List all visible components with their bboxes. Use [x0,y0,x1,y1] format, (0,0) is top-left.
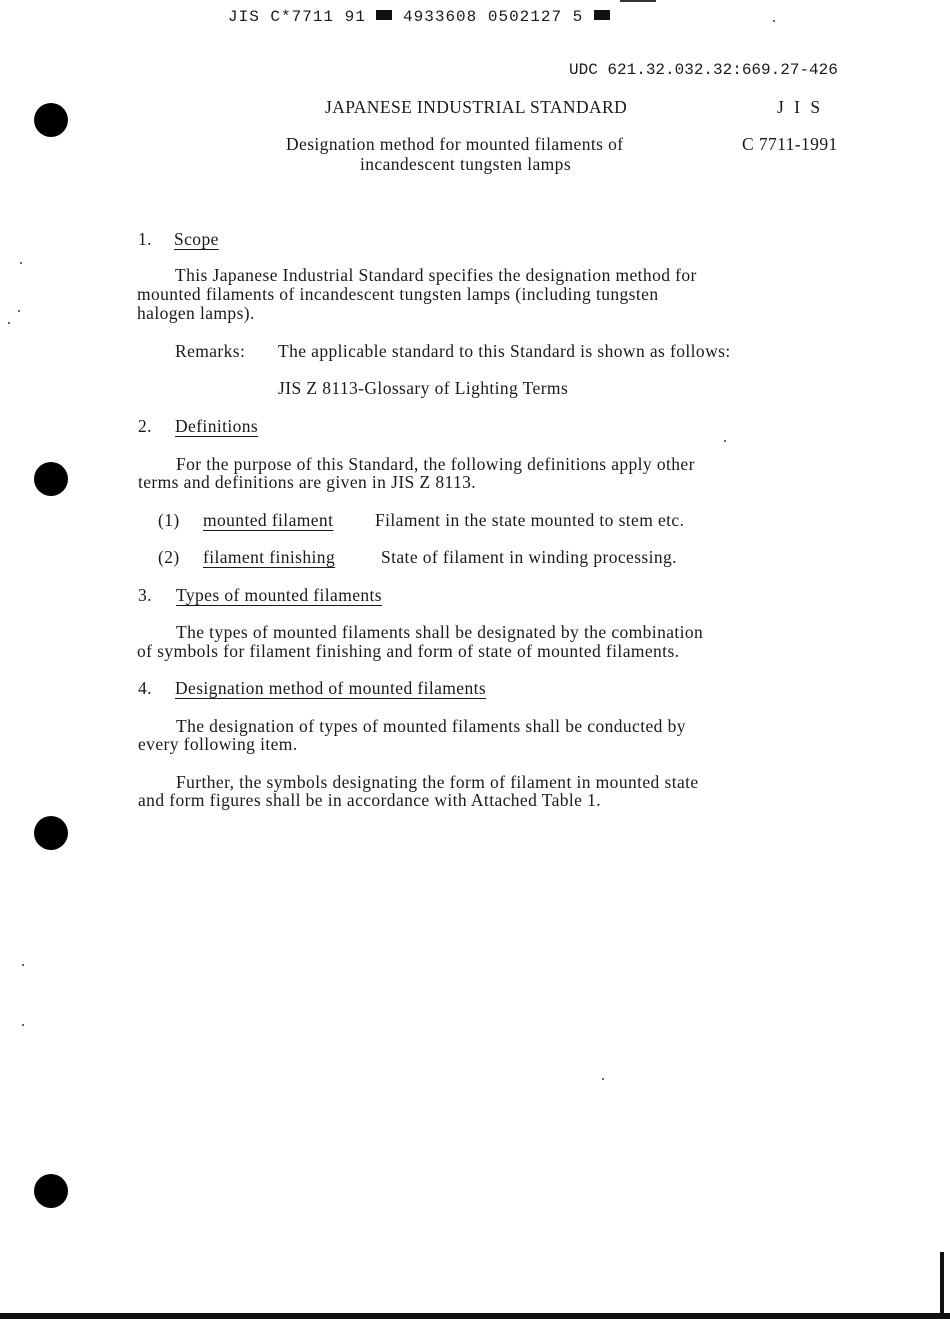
document-title-line1: Designation method for mounted filaments of [286,134,624,154]
section-heading-definitions: Definitions [175,416,259,436]
designation-paragraph-line: The designation of types of mounted filaments shall be conducted by [176,716,686,736]
reference-standard: JIS Z 8113-Glossary of Lighting Terms [278,378,569,398]
designation-paragraph-line: and form figures shall be in accordance with Attached Table 1. [138,790,602,810]
scan-speck [8,322,10,324]
scope-paragraph-line: mounted filaments of incandescent tungsten lamps (including tungsten [137,284,659,304]
scope-paragraph-line: This Japanese Industrial Standard specifies the designation method for [175,265,697,285]
definition-text: State of filament in winding processing. [381,547,677,567]
scan-speck [22,1024,24,1026]
scope-paragraph-line: halogen lamps). [137,303,255,323]
scan-top-rule [620,0,656,2]
barcode-block-icon [594,10,610,20]
designation-paragraph-line: Further, the symbols designating the form of filament in mounted state [176,772,699,792]
definitions-paragraph-line: terms and definitions are given in JIS Z 8113. [138,472,477,492]
definition-number: (2) [158,547,180,567]
scan-header-line [228,8,610,26]
section-number: 1. [138,229,152,249]
document-title-line2: incandescent tungsten lamps [360,154,572,174]
definition-term: filament finishing [203,547,336,567]
definitions-paragraph-line: For the purpose of this Standard, the following definitions apply other [176,454,695,474]
definition-number: (1) [158,510,180,530]
designation-paragraph-line: every following item. [138,734,298,754]
definition-term: mounted filament [203,510,334,530]
scan-speck [724,440,726,442]
scan-header-left: JIS C*7711 91 [228,8,366,26]
section-number: 2. [138,416,152,436]
jis-mark: J I S [777,97,824,117]
section-number: 4. [138,678,152,698]
udc-code: UDC 621.32.032.32:669.27-426 [569,61,838,79]
remarks-text: The applicable standard to this Standard is shown as follows: [278,341,731,361]
section-heading-designation: Designation method of mounted filaments [175,678,487,698]
definition-text: Filament in the state mounted to stem etc. [375,510,685,530]
scan-speck [22,964,24,966]
scan-header-mid: 4933608 0502127 5 [403,8,584,26]
section-heading-scope: Scope [174,229,219,249]
standard-title: JAPANESE INDUSTRIAL STANDARD [325,97,628,117]
types-paragraph-line: of symbols for filament finishing and form of state of mounted filaments. [137,641,680,661]
scan-speck [20,262,22,264]
punch-hole-icon [34,462,68,496]
section-heading-types: Types of mounted filaments [176,585,383,605]
scan-speck [18,310,20,312]
section-number: 3. [138,585,152,605]
punch-hole-icon [34,103,68,137]
scan-right-border [940,1252,944,1318]
types-paragraph-line: The types of mounted filaments shall be designated by the combination [176,622,704,642]
scan-bottom-border [0,1313,950,1319]
scan-speck [773,20,775,22]
remarks-label: Remarks: [175,341,246,361]
document-number: C 7711-1991 [742,134,838,154]
punch-hole-icon [34,816,68,850]
barcode-block-icon [376,10,392,20]
punch-hole-icon [34,1174,68,1208]
scan-speck [602,1078,604,1080]
